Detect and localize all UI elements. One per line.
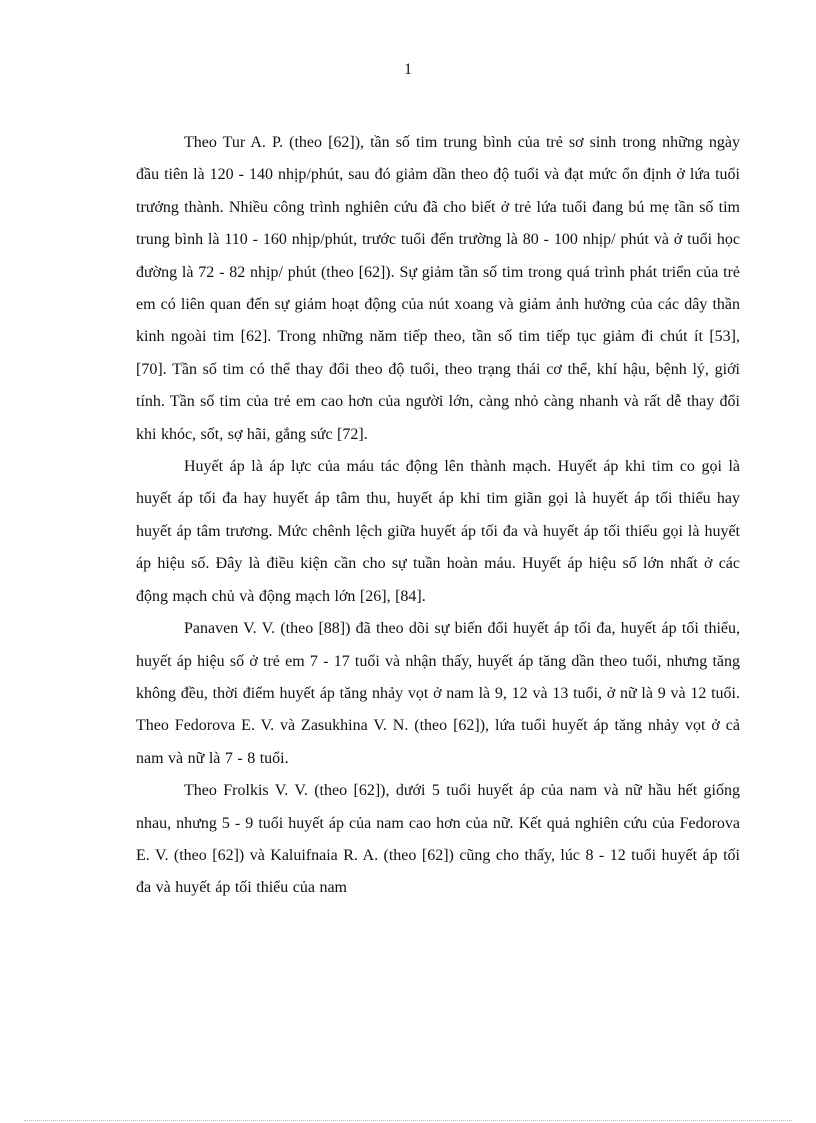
page-bottom-divider <box>24 1120 792 1121</box>
body-text <box>136 127 740 905</box>
paragraph-heart-rate: Theo Tur A. P. (theo [62]), tần số tim trung bình của trẻ sơ sinh trong những ngày đầu tiên là 120 - 140 nhịp/phút, sau đó giảm dần theo độ tuổi và đạt mức ổn định ở lứa tuổi trưởng thành. Nhiều công trình nghiên cứu đã cho biết ở trẻ lứa tuổi đang bú mẹ tần số tim trung bình là 110 - 160 nhịp/phút, trước tuổi đến trường là 80 - 100 nhịp/ phút và ở tuổi học đường là 72 - 82 nhịp/ phút (theo [62]). Sự giảm tần số tim trong quá trình phát triển của trẻ em có liên quan đến sự giảm hoạt động của nút xoang và giảm ảnh hưởng của các dây thần kinh ngoài tim [62]. Trong những năm tiếp theo, tần số tim tiếp tục giảm đi chút ít [53], [70]. Tần số tim có thể thay đổi theo độ tuổi, theo trạng thái cơ thể, khí hậu, bệnh lý, giới tính. Tần số tim của trẻ em cao hơn của người lớn, càng nhỏ càng nhanh và rất dễ thay đổi khi khóc, sốt, sợ hãi, gắng sức [72]. <box>136 134 740 443</box>
paragraph-blood-pressure-definition: Huyết áp là áp lực của máu tác động lên thành mạch. Huyết áp khi tim co gọi là huyết áp tối đa hay huyết áp tâm thu, huyết áp khi tim giãn gọi là huyết áp tối thiểu hay huyết áp tâm trương. Mức chênh lệch giữa huyết áp tối đa và huyết áp tối thiểu gọi là huyết áp hiệu số. Đây là điều kiện cần cho sự tuần hoàn máu. Huyết áp hiệu số lớn nhất ở các động mạch chủ và động mạch lớn [26], [84]. <box>136 458 740 605</box>
paragraph-panaven-study: Panaven V. V. (theo [88]) đã theo dõi sự biến đổi huyết áp tối đa, huyết áp tối thiểu, huyết áp hiệu số ở trẻ em 7 - 17 tuổi và nhận thấy, huyết áp tăng dần theo tuổi, nhưng tăng không đều, thời điểm huyết áp tăng nhảy vọt ở nam là 9, 12 và 13 tuổi, ở nữ là 9 và 12 tuổi. Theo Fedorova E. V. và Zasukhina V. N. (theo [62]), lứa tuổi huyết áp tăng nhảy vọt ở cả nam và nữ là 7 - 8 tuổi. <box>136 620 740 767</box>
paragraph-frolkis-study: Theo Frolkis V. V. (theo [62]), dưới 5 tuổi huyết áp của nam và nữ hầu hết giống nhau, nhưng 5 - 9 tuổi huyết áp của nam cao hơn của nữ. Kết quả nghiên cứu của Fedorova E. V. (theo [62]) và Kaluifnaia R. A. (theo [62]) cũng cho thấy, lúc 8 - 12 tuổi huyết áp tối đa và huyết áp tối thiểu của nam <box>136 782 740 897</box>
page-number: 1 <box>404 61 412 78</box>
